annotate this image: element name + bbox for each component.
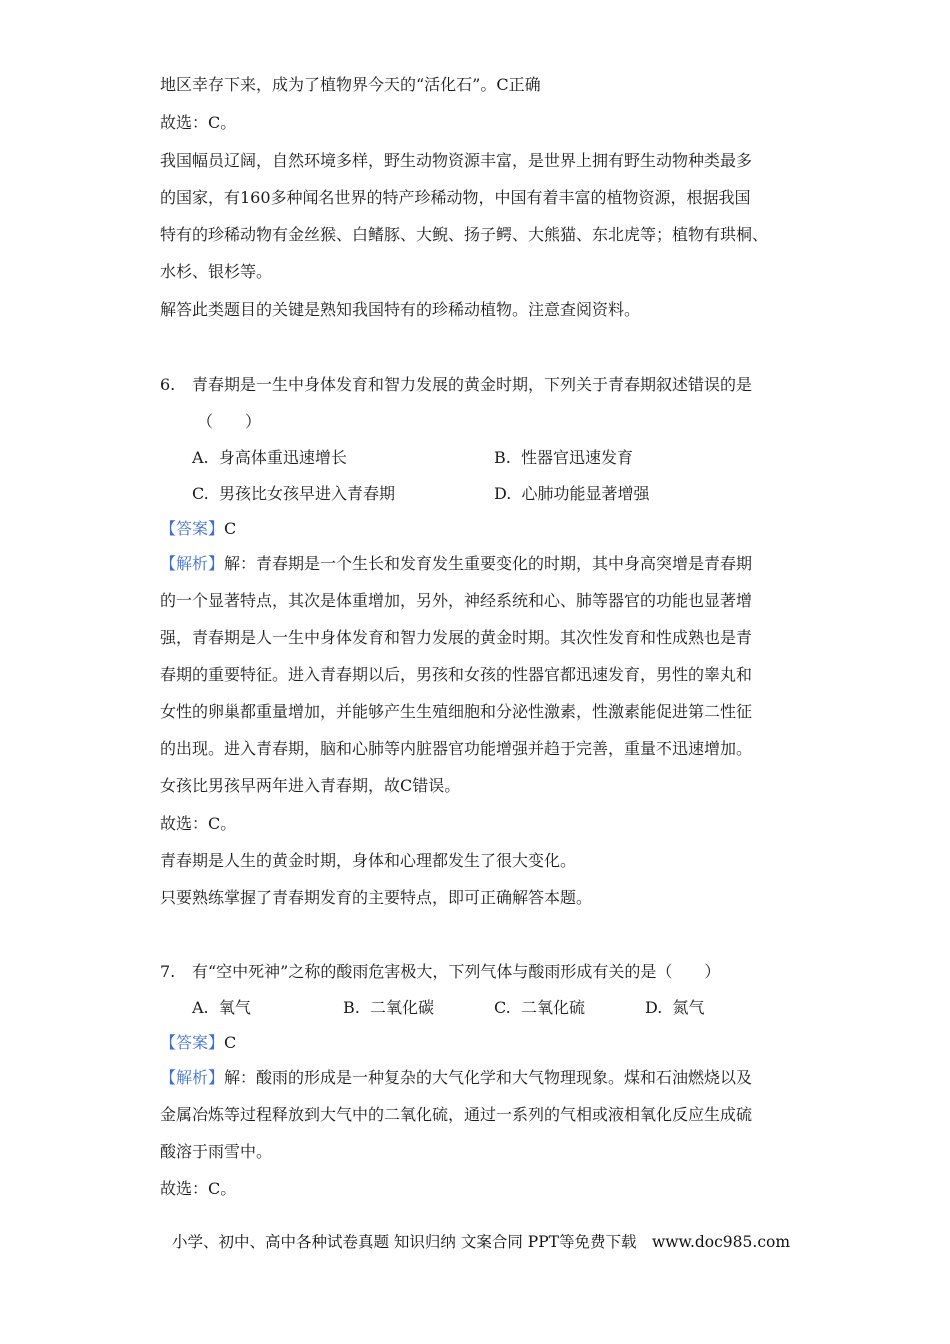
q6-number: 6. xyxy=(160,375,176,394)
answer-tag: 【答案】 xyxy=(160,1033,225,1052)
q6-choose: 故选：C。 xyxy=(160,814,237,833)
q6-note: 青春期是人生的黄金时期，身体和心理都发生了很大变化。 xyxy=(160,851,577,870)
option-text: 二氧化碳 xyxy=(370,998,435,1017)
option-text: 性器官迅速发育 xyxy=(521,448,634,467)
option-letter: C. xyxy=(494,998,511,1017)
option-letter: C. xyxy=(192,484,209,503)
q6-analysis-line: 春期的重要特征。进入青春期以后，男孩和女孩的性器官都迅速发育，男性的睾丸和 xyxy=(160,665,753,684)
q7-option-c xyxy=(494,996,585,1020)
q7-option-b xyxy=(343,996,434,1020)
q6-analysis-line: 女性的卵巢都重量增加，并能够产生生殖细胞和分泌性激素，性激素能促进第二性征 xyxy=(160,702,753,721)
q7-number: 7. xyxy=(160,962,176,981)
q6-analysis-first xyxy=(160,552,752,576)
q7-analysis-line: 金属冶炼等过程释放到大气中的二氧化硫，通过一系列的气相或液相氧化反应生成硫 xyxy=(160,1105,753,1124)
q6-option-d xyxy=(494,482,650,506)
q7-option-a xyxy=(192,996,251,1020)
q6-analysis-line: 强，青春期是人一生中身体发育和智力发展的黄金时期。其次性发育和性成熟也是青 xyxy=(160,628,753,647)
continuation-tip: 解答此类题目的关键是熟知我国特有的珍稀动植物。注意查阅资料。 xyxy=(160,300,641,319)
q6-answer xyxy=(160,517,236,541)
q6-analysis-line: 的出现。进入青春期，脑和心肺等内脏器官功能增强并趋于完善，重量不迅速增加。 xyxy=(160,739,753,758)
option-text: 心肺功能显著增强 xyxy=(521,484,650,503)
analysis-text: 解：青春期是一个生长和发育发生重要变化的时期，其中身高突增是青春期 xyxy=(224,554,753,573)
option-letter: A. xyxy=(192,448,209,467)
q7-choose: 故选：C。 xyxy=(160,1179,237,1198)
option-letter: B. xyxy=(494,448,511,467)
option-letter: D. xyxy=(494,484,512,503)
q6-stem: 青春期是一生中身体发育和智力发展的黄金时期，下列关于青春期叙述错误的是 xyxy=(192,375,753,394)
continuation-para-line: 特有的珍稀动物有金丝猴、白鳍豚、大鲵、扬子鳄、大熊猫、东北虎等；植物有珙桐、 xyxy=(160,225,769,244)
option-letter: B. xyxy=(343,998,360,1017)
q6-option-c xyxy=(192,482,395,506)
q6-option-a xyxy=(192,446,347,470)
option-text: 男孩比女孩早进入青春期 xyxy=(218,484,395,503)
q7-analysis-first xyxy=(160,1066,752,1090)
option-letter: A. xyxy=(192,998,209,1017)
answer-value: C xyxy=(224,1033,237,1052)
continuation-line: 地区幸存下来，成为了植物界今天的“活化石”。C正确 xyxy=(160,75,541,94)
option-text: 二氧化硫 xyxy=(520,998,585,1017)
analysis-tag: 【解析】 xyxy=(160,554,225,573)
continuation-para-line: 我国幅员辽阔，自然环境多样，野生动物资源丰富，是世界上拥有野生动物种类最多 xyxy=(160,151,753,170)
q7-answer xyxy=(160,1031,236,1055)
q6-analysis-line: 女孩比男孩早两年进入青春期，故C错误。 xyxy=(160,776,461,795)
q6-analysis-line: 的一个显著特点，其次是体重增加，另外，神经系统和心、肺等器官的功能也显著增 xyxy=(160,591,753,610)
analysis-tag: 【解析】 xyxy=(160,1068,225,1087)
page-footer: 小学、初中、高中各种试卷真题 知识归纳 文案合同 PPT等免费下载 www.doc985.com xyxy=(172,1233,791,1251)
q7-option-d xyxy=(645,996,705,1020)
option-text: 身高体重迅速增长 xyxy=(218,448,347,467)
q7-stem: 有“空中死神”之称的酸雨危害极大，下列气体与酸雨形成有关的是（ ） xyxy=(192,962,721,981)
option-letter: D. xyxy=(645,998,663,1017)
continuation-choose: 故选：C。 xyxy=(160,113,237,132)
option-text: 氧气 xyxy=(218,998,251,1017)
q6-option-b xyxy=(494,446,633,470)
analysis-text: 解：酸雨的形成是一种复杂的大气化学和大气物理现象。煤和石油燃烧以及 xyxy=(224,1068,753,1087)
q6-note: 只要熟练掌握了青春期发育的主要特点，即可正确解答本题。 xyxy=(160,888,593,907)
q7-analysis-line: 酸溶于雨雪中。 xyxy=(160,1142,273,1161)
continuation-para-line: 的国家，有160多种闻名世界的特产珍稀动物，中国有着丰富的植物资源，根据我国 xyxy=(160,188,751,207)
continuation-para-line: 水杉、银杉等。 xyxy=(160,262,273,281)
option-text: 氮气 xyxy=(672,998,705,1017)
q6-paren: （ ） xyxy=(197,412,262,431)
answer-value: C xyxy=(224,519,237,538)
answer-tag: 【答案】 xyxy=(160,519,225,538)
